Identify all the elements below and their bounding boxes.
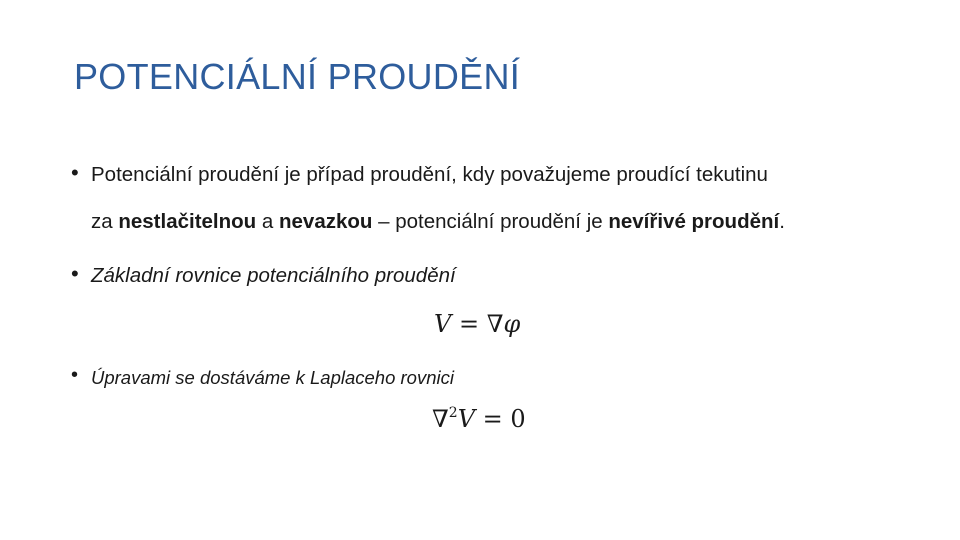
bullet-1-text-mid: a xyxy=(256,210,279,233)
equation-potential xyxy=(434,310,520,338)
equation-2-op: ∇ xyxy=(432,405,449,433)
bullet-1-line-2 xyxy=(91,210,785,234)
bullet-1-text-post: – potenciální proudění je xyxy=(372,210,609,233)
bullet-1-line-1: Potenciální proudění je případ proudění, kdy považujeme proudící tekutinu xyxy=(91,163,768,186)
bullet-2-text: Základní rovnice potenciálního proudění xyxy=(91,264,456,287)
equation-2-var: V xyxy=(457,405,476,433)
equation-1-rhs: φ xyxy=(503,310,521,338)
bullet-1-bold-incompressible: nestlačitelnou xyxy=(118,210,257,233)
bullet-1-bold-irrotational: nevířivé proudění xyxy=(608,210,780,233)
equation-1-lhs: V xyxy=(434,310,452,338)
equation-2-rel: = 0 xyxy=(475,405,526,433)
equation-1-rel: = ∇ xyxy=(451,310,504,338)
bullet-1-text-pre: za xyxy=(91,210,119,233)
bullet-dot-1: • xyxy=(71,160,79,185)
bullet-3-text: Úpravami se dostáváme k Laplaceho rovnici xyxy=(91,367,454,388)
equation-2-exp: 2 xyxy=(448,405,458,421)
bullet-dot-3: • xyxy=(71,364,79,386)
slide-title: POTENCIÁLNÍ PROUDĚNÍ xyxy=(74,56,521,97)
bullet-1-text-end: . xyxy=(779,210,785,233)
bullet-1-bold-inviscid: nevazkou xyxy=(279,210,373,233)
bullet-dot-2: • xyxy=(71,261,79,286)
equation-laplace xyxy=(432,405,526,433)
